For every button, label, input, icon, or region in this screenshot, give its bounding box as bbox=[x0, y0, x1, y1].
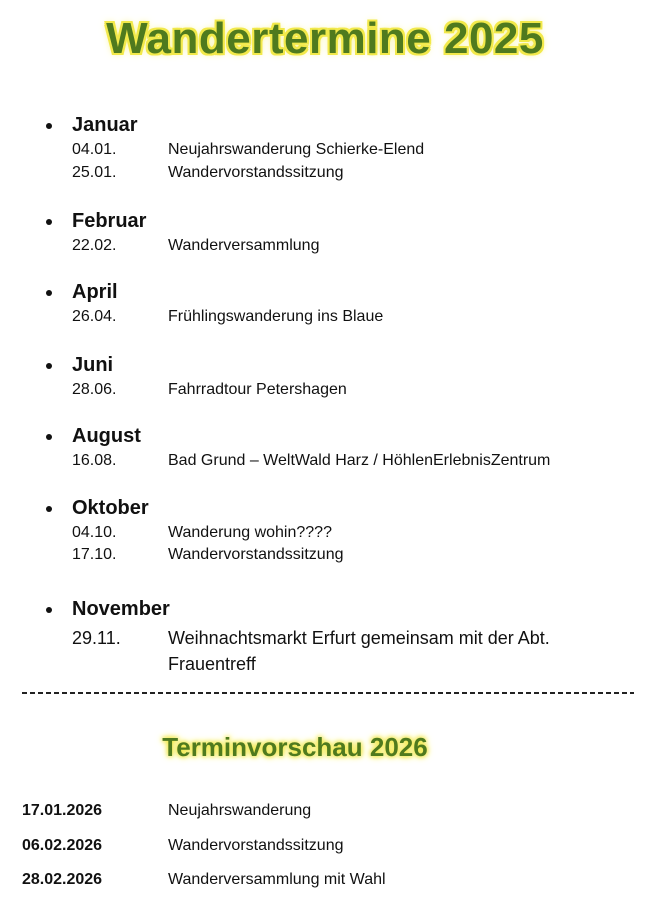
month-name: Oktober bbox=[72, 497, 149, 519]
preview-date: 28.02.2026 bbox=[22, 871, 103, 888]
event-text: Neujahrswanderung Schierke-Elend bbox=[168, 141, 425, 158]
preview-text: Wandervorstandssitzung bbox=[168, 837, 344, 854]
event-text: Weihnachtsmarkt Erfurt gemeinsam mit der Abt. Frauentreff bbox=[168, 628, 550, 674]
event-text: Bad Grund – WeltWald Harz / HöhlenErlebnisZentrum bbox=[168, 452, 551, 469]
page-title: Wandertermine 2025 bbox=[106, 14, 544, 63]
dashed-divider bbox=[22, 692, 634, 694]
month-name: Januar bbox=[72, 114, 138, 136]
event-date: 17.10. bbox=[72, 546, 117, 563]
event-date: 16.08. bbox=[72, 452, 117, 469]
bullet-icon bbox=[46, 219, 52, 225]
preview-date: 06.02.2026 bbox=[22, 837, 103, 854]
event-text: Wanderung wohin???? bbox=[168, 524, 332, 541]
month-name: Juni bbox=[72, 354, 114, 376]
event-text: Fahrradtour Petershagen bbox=[168, 381, 347, 398]
event-date: 26.04. bbox=[72, 308, 117, 325]
preview-date: 17.01.2026 bbox=[22, 802, 103, 819]
bullet-icon bbox=[46, 363, 52, 369]
event-date: 22.02. bbox=[72, 237, 117, 254]
bullet-icon bbox=[46, 123, 52, 129]
bullet-icon bbox=[46, 434, 52, 440]
event-text: Frühlingswanderung ins Blaue bbox=[168, 308, 384, 325]
event-date: 28.06. bbox=[72, 381, 117, 398]
preview-text: Wanderversammlung mit Wahl bbox=[168, 871, 386, 888]
preview-text: Neujahrswanderung bbox=[168, 802, 312, 819]
month-name: April bbox=[72, 281, 118, 303]
event-date: 04.10. bbox=[72, 524, 117, 541]
event-date: 04.01. bbox=[72, 141, 117, 158]
event-text: Wandervorstandssitzung bbox=[168, 546, 344, 563]
event-date: 29.11. bbox=[72, 628, 121, 648]
month-name: November bbox=[72, 598, 170, 620]
event-text: Wandervorstandssitzung bbox=[168, 164, 344, 181]
month-name: Februar bbox=[72, 210, 147, 232]
event-text: Wanderversammlung bbox=[168, 237, 320, 254]
bullet-icon bbox=[46, 607, 52, 613]
bullet-icon bbox=[46, 506, 52, 512]
event-date: 25.01. bbox=[72, 164, 117, 181]
bullet-icon bbox=[46, 290, 52, 296]
month-name: August bbox=[72, 425, 141, 447]
section-title: Terminvorschau 2026 bbox=[162, 732, 428, 762]
